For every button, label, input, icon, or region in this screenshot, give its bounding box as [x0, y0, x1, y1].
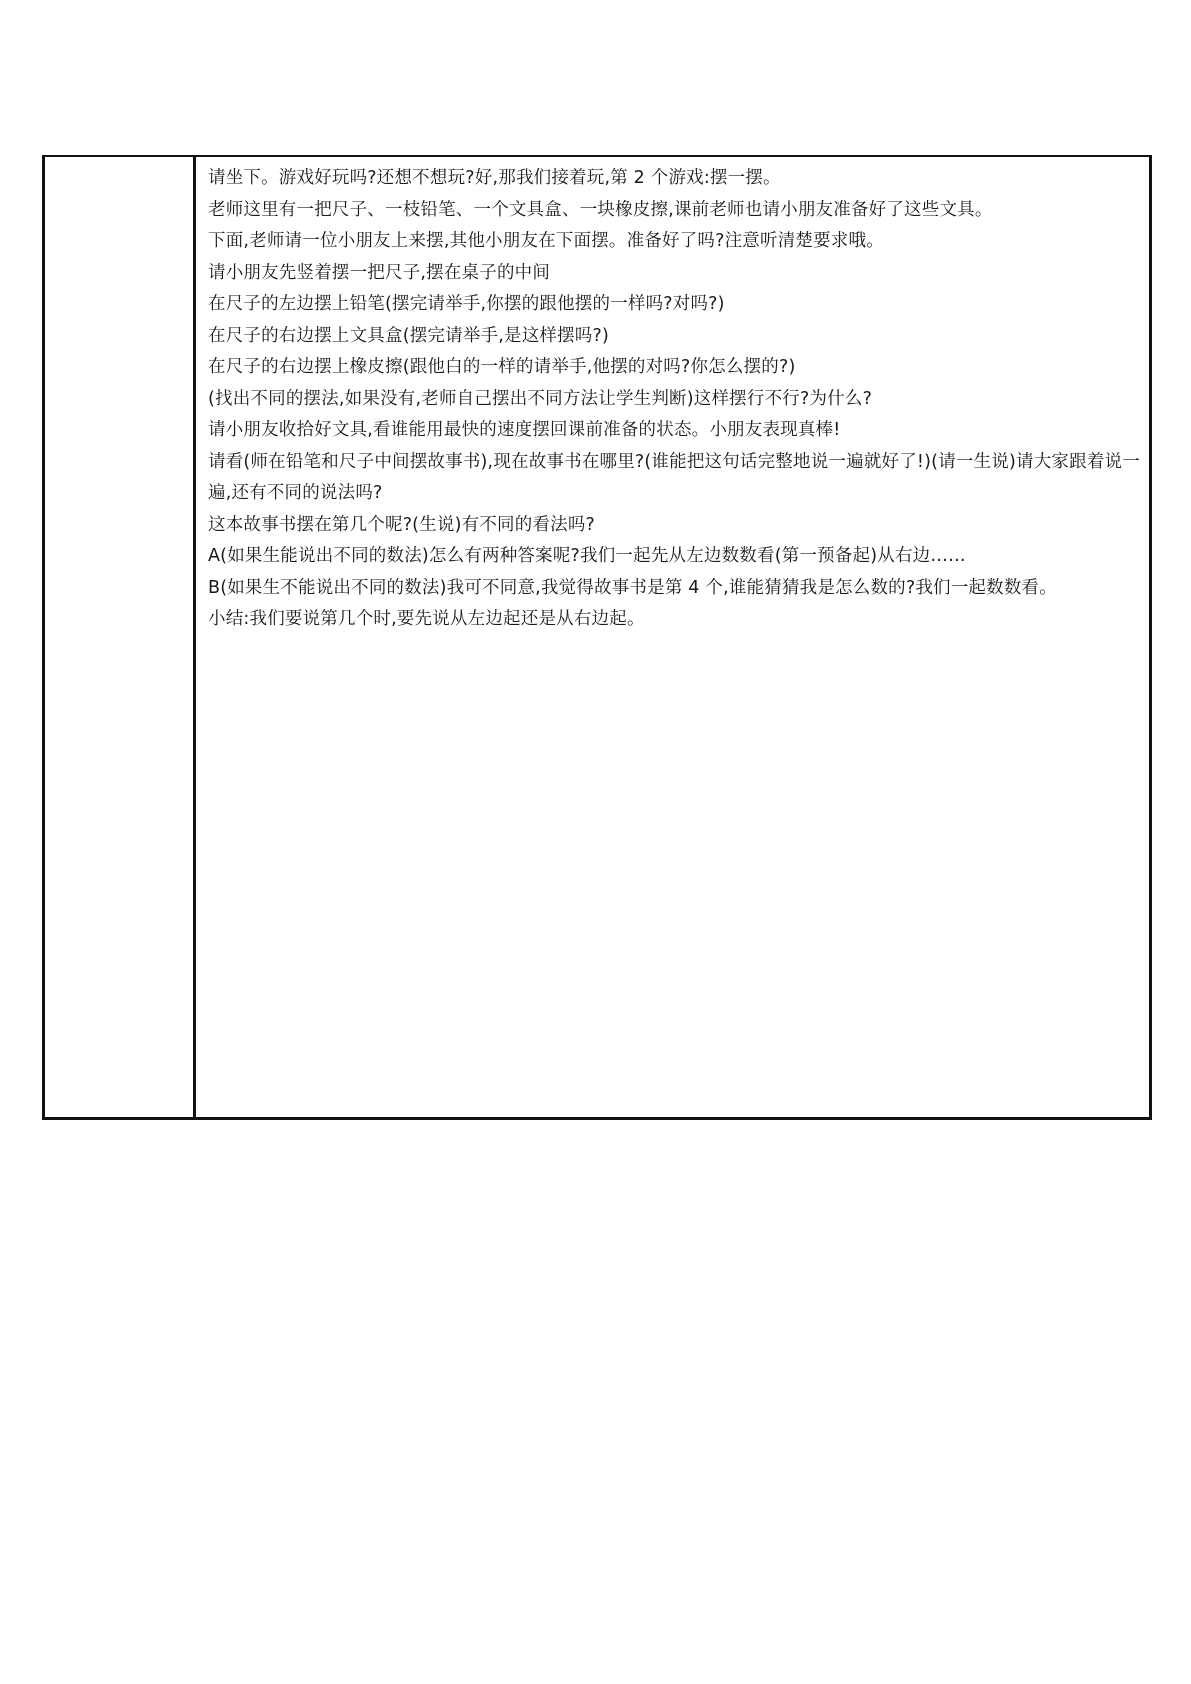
text-line: 请小朋友收拾好文具,看谁能用最快的速度摆回课前准备的状态。小朋友表现真棒! — [208, 420, 841, 440]
text-line: 在尺子的右边摆上文具盒(摆完请举手,是这样摆吗?) — [208, 325, 610, 346]
text-line: 小结:我们要说第几个时,要先说从左边起还是从右边起。 — [208, 609, 645, 629]
left-column-cell — [44, 156, 195, 1119]
text-line: 在尺子的左边摆上铅笔(摆完请举手,你摆的跟他摆的一样吗?对吗?) — [208, 294, 725, 314]
text-line: 老师这里有一把尺子、一枝铅笔、一个文具盒、一块橡皮擦,课前老师也请小朋友准备好了这些文具。 — [208, 199, 993, 220]
text-line: 请坐下。游戏好玩吗?还想不想玩?好,那我们接着玩,第 2 个游戏:摆一摆。 — [208, 168, 781, 188]
text-line: A(如果生能说出不同的数法)怎么有两种答案呢?我们一起先从左边数数看(第一预备起)从右边…… — [208, 546, 966, 566]
text-line: 请看(师在铅笔和尺子中间摆故事书),现在故事书在哪里?(谁能把这句话完整地说一遍就好了!)(请一生说)请大家跟着说一遍,还有不同的说法吗? — [208, 451, 1140, 503]
text-line: 请小朋友先竖着摆一把尺子,摆在桌子的中间 — [208, 262, 551, 283]
lesson-table — [42, 155, 1152, 1120]
text-line: (找出不同的摆法,如果没有,老师自己摆出不同方法让学生判断)这样摆行不行?为什么? — [208, 388, 873, 409]
text-line: 在尺子的右边摆上橡皮擦(跟他白的一样的请举手,他摆的对吗?你怎么摆的?) — [208, 357, 796, 377]
text-line: 下面,老师请一位小朋友上来摆,其他小朋友在下面摆。准备好了吗?注意听清楚要求哦。 — [208, 231, 884, 251]
table-row — [44, 156, 1151, 1119]
text-line: B(如果生不能说出不同的数法)我可不同意,我觉得故事书是第 4 个,谁能猜猜我是怎么数的?我们一起数数看。 — [208, 577, 1057, 598]
text-line: 这本故事书摆在第几个呢?(生说)有不同的看法吗? — [208, 514, 596, 535]
right-column-cell — [195, 156, 1151, 1119]
